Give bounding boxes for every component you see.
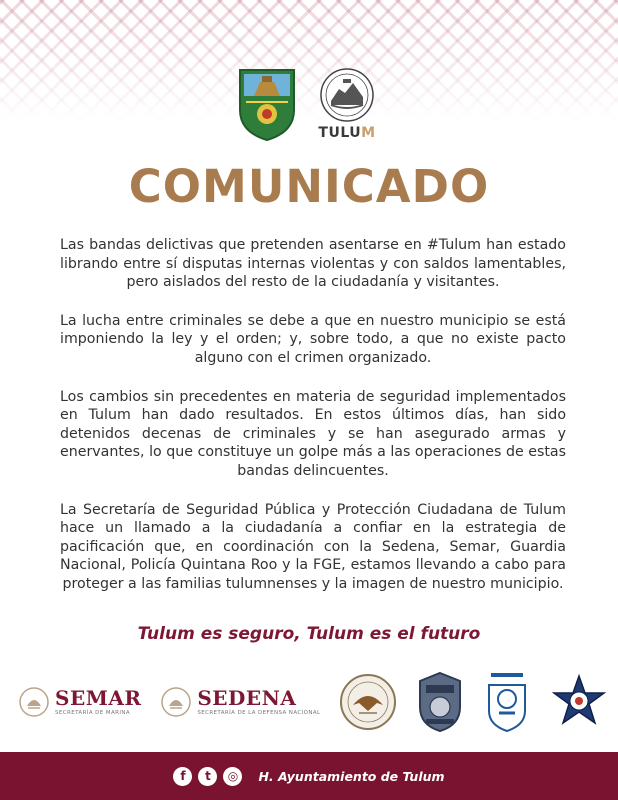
quintana-roo-shield-icon (236, 66, 298, 142)
policia-quintana-roo-star-icon (550, 673, 608, 731)
agency-logos-row (18, 670, 608, 734)
communique-body (60, 236, 566, 614)
header-logos (0, 66, 618, 142)
semar-subtitle: SECRETARÍA DE MARINA (55, 710, 131, 716)
tulum-logo (312, 67, 382, 141)
sedena-name: SEDENA (197, 686, 297, 710)
guardia-nacional-emblem-icon (339, 673, 397, 731)
tulum-seal-icon (319, 67, 375, 123)
sedena-logo (160, 686, 320, 718)
tulum-wordmark: TULUM (318, 125, 376, 141)
instagram-icon[interactable]: ◎ (223, 767, 242, 786)
paragraph-2: La lucha entre criminales se debe a que en nuestro municipio se está imponiendo la ley y el orden; y, sobre todo, a que no existe pacto alguno con el crimen organizado. (60, 312, 566, 366)
semar-name: SEMAR (55, 686, 142, 710)
facebook-icon[interactable]: f (173, 767, 192, 786)
paragraph-1: Las bandas delictivas que pretenden asentarse en #Tulum han estado librando entre sí disputas internas violentas y con saldos lamentables, pero aislados del resto de la ciudadanía y visitantes. (60, 237, 566, 291)
slogan: Tulum es seguro, Tulum es el futuro (137, 624, 481, 644)
footer-handle: H. Ayuntamiento de Tulum (258, 768, 445, 784)
paragraph-3: Los cambios sin precedentes en materia de seguridad implementados en Tulum han dado resultados. En estos últimos días, han sido detenidos decenas de criminales y se han asegurado armas y enervantes, lo que constituye un golpe más a las operaciones de estas bandas delincuentes. (60, 388, 566, 479)
twitter-icon[interactable]: t (198, 767, 217, 786)
footer-bar (0, 752, 618, 800)
mexico-eagle-seal-icon (18, 686, 50, 718)
paragraph-4: La Secretaría de Seguridad Pública y Protección Ciudadana de Tulum hace un llamado a la ciudadanía a confiar en la estrategia de pacificación que, en coordinación con la Sedena, Semar, Guardia Nacional, Policía Quintana Roo y la FGE, estamos llevando a cabo para proteger a las familias tulumnenses y la imagen de nuestro municipio. (60, 501, 566, 592)
sedena-subtitle: SECRETARÍA DE LA DEFENSA NACIONAL (197, 710, 321, 716)
mexico-eagle-seal-icon (160, 686, 192, 718)
policia-badge-icon (416, 671, 464, 733)
semar-logo (18, 686, 141, 718)
fge-emblem-icon (483, 671, 531, 733)
page-title: COMUNICADO (128, 160, 490, 213)
